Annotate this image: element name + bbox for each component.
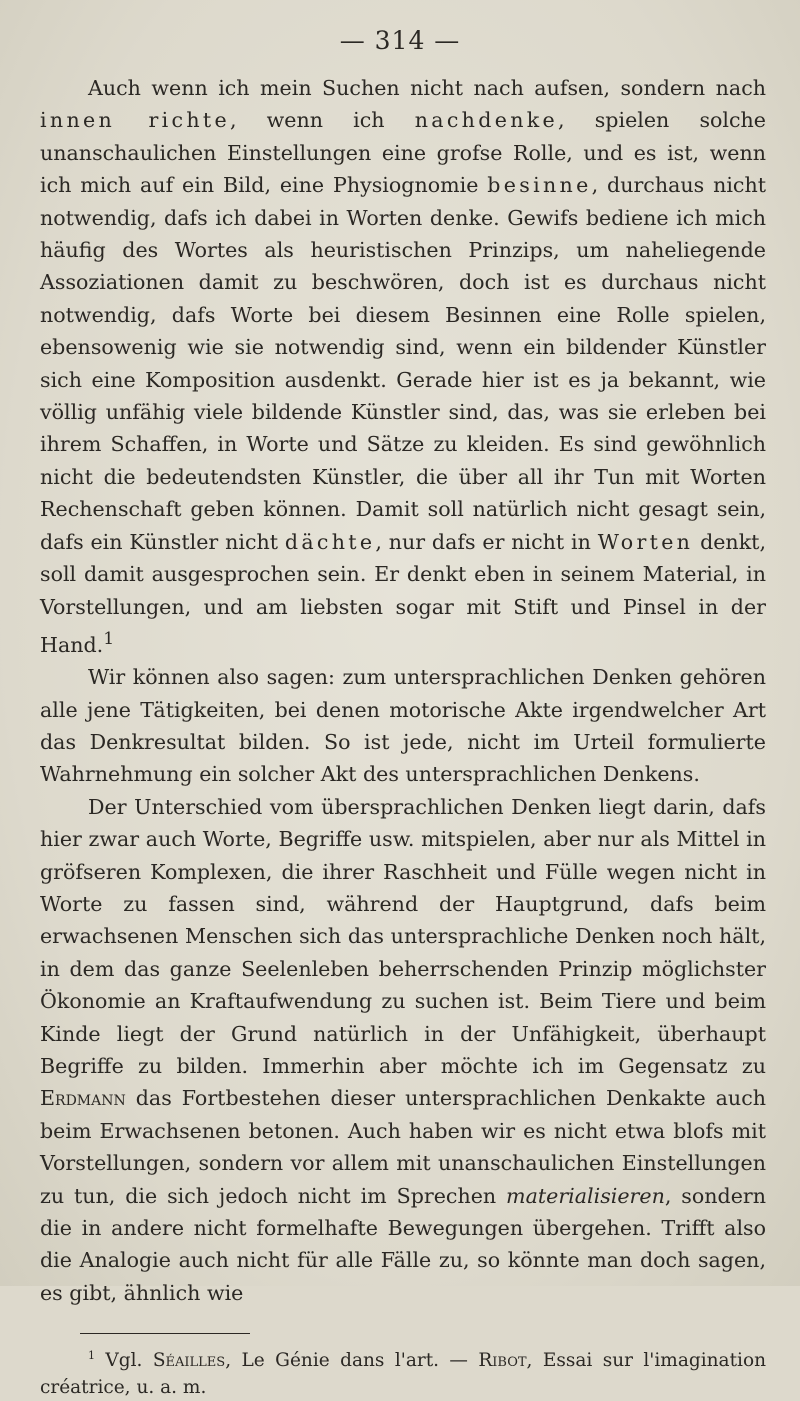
text-segment: Ribot: [478, 1350, 527, 1372]
paragraph: [40, 661, 766, 791]
text-segment: Erdmann: [40, 1086, 126, 1111]
text-segment: innen richte: [40, 108, 230, 133]
body-text: [40, 72, 766, 1309]
text-segment: Séailles: [152, 1350, 226, 1372]
text-segment: materialisieren: [506, 1183, 665, 1208]
footnote-marker: 1: [103, 628, 115, 649]
text-segment: , Le Génie dans l'art. —: [225, 1350, 479, 1372]
text-segment: , Essai sur l'imagination créatrice, u. a. m.: [40, 1350, 766, 1399]
text-segment: Der Unterschied vom übersprachlichen Denken liegt darin, dafs hier zwar auch Worte, Begriffe usw. mitspielen, aber nur als Mittel in gröfseren Komplexen, die ihrer Raschheit und Fülle wegen nicht in Worte zu fassen sind, während der Hauptgrund, dafs beim erwachsenen Menschen sich das untersprachliche Denken noch hält, in dem das ganze Seelenleben beherrschenden Prinzip möglichster Ökonomie an Kraftaufwendung zu suchen ist. Beim Tiere und beim Kinde liegt der Grund natürlich in der Unfähigkeit, überhaupt Begriffe zu bilden. Immerhin aber möchte ich im Gegensatz zu: [40, 794, 766, 1079]
footnote-marker: 1: [88, 1349, 95, 1363]
text-segment: , wenn ich: [229, 108, 415, 133]
text-segment: Vgl.: [95, 1350, 153, 1372]
text-segment: dächte: [284, 529, 376, 554]
text-segment: , nur dafs er nicht in: [375, 529, 598, 554]
text-segment: Auch wenn ich mein Suchen nicht nach aufsen, sondern nach: [88, 76, 766, 100]
text-segment: besinne: [487, 173, 592, 198]
text-segment: Wir können also sagen: zum untersprachlichen Denken gehören alle jene Tätigkeiten, bei denen motorische Akte irgendwelcher Art das Denkresultat bilden. So ist jede, nicht im Urteil formulierte Wahrnehmung ein solcher Akt des untersprachlichen Denkens.: [40, 665, 766, 787]
paragraph: [40, 791, 766, 1310]
text-segment: Worten: [597, 529, 694, 554]
text-segment: das Fortbestehen dieser untersprachlichen Denkakte auch beim Erwachsenen betonen. Auch haben wir es nicht etwa blofs mit Vorstellungen, sondern vor allem mit unanschaulichen Einstellungen zu tun, die sich jedoch nicht im Sprechen: [40, 1086, 766, 1208]
text-segment: , durchaus nicht notwendig, dafs ich dabei in Worten denke. Gewifs bediene ich mich häufig des Wortes als heuristischen Prinzips, um naheliegende Assoziationen damit zu beschwören, doch ist es durchaus nicht notwendig, dafs Worte bei diesem Besinnen eine Rolle spielen, ebensowenig wie sie notwendig sind, wenn ein bildender Künstler sich eine Komposition ausdenkt. Gerade hier ist es ja bekannt, wie völlig unfähig viele bildende Künstler sind, das, was sie erleben bei ihrem Schaffen, in Worte und Sätze zu kleiden. Es sind gewöhnlich nicht die bedeutendsten Künstler, die über all ihr Tun mit Worten Rechenschaft geben können. Damit soll natürlich nicht gesagt sein, dafs ein Künstler nicht: [40, 173, 766, 554]
text-segment: , sondern die in andere nicht formelhafte Bewegungen übergehen. Trifft also die Analogie auch nicht für alle Fälle zu, so könnte man doch sagen, es gibt, ähnlich wie: [40, 1183, 766, 1305]
footnote: [40, 1342, 766, 1401]
footnote-separator: [80, 1333, 250, 1334]
text-segment: nachdenke: [414, 108, 559, 133]
text-segment: denkt, soll damit ausgesprochen sein. Er denkt eben in seinem Material, in Vorstellungen, und am liebsten sogar mit Stift und Pinsel in der Hand.: [40, 529, 766, 657]
paragraph: [40, 72, 766, 661]
page-number: — 314 —: [339, 26, 461, 55]
text-segment: , spielen solche unanschaulichen Einstellungen eine grofse Rolle, und es ist, wenn ich mich auf ein Bild, eine Physiognomie: [40, 108, 766, 198]
